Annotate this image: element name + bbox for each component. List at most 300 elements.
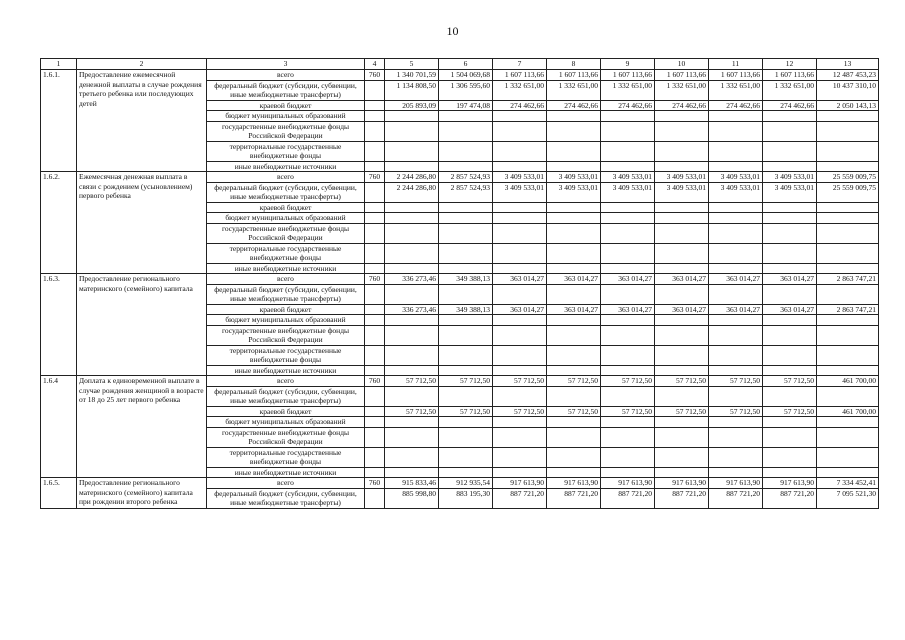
year-value: 363 014,27: [547, 304, 601, 315]
line-code: [365, 223, 385, 243]
year-value: 1 332 651,00: [709, 80, 763, 100]
year-value: 1 607 113,66: [655, 70, 709, 81]
year-value: 363 014,27: [655, 274, 709, 285]
year-value: 1 332 651,00: [763, 80, 817, 100]
year-value: [493, 141, 547, 161]
funding-source: территориальные государственные внебюджетные фонды: [207, 345, 365, 365]
year-value: [547, 447, 601, 467]
funding-source: иные внебюджетные источники: [207, 161, 365, 172]
year-value: 1 607 113,66: [709, 70, 763, 81]
year-value: [493, 427, 547, 447]
year-value: [493, 263, 547, 274]
line-code: 760: [365, 172, 385, 183]
line-code: [365, 243, 385, 263]
year-value: 363 014,27: [601, 274, 655, 285]
year-value: [547, 263, 601, 274]
year-value: 1 332 651,00: [547, 80, 601, 100]
line-code: [365, 406, 385, 417]
total-value: [817, 325, 879, 345]
year-value: [547, 427, 601, 447]
year-value: 887 721,20: [493, 488, 547, 508]
year-value: [655, 386, 709, 406]
year-value: [385, 161, 439, 172]
year-value: [493, 202, 547, 213]
year-value: 887 721,20: [763, 488, 817, 508]
funding-source: краевой бюджет: [207, 202, 365, 213]
year-value: [601, 467, 655, 478]
year-value: 57 712,50: [655, 376, 709, 387]
year-value: [385, 447, 439, 467]
funding-source: краевой бюджет: [207, 406, 365, 417]
year-value: [493, 223, 547, 243]
item-name: Ежемесячная денежная выплата в связи с рождением (усыновлением) первого ребенка: [77, 172, 207, 274]
year-value: 887 721,20: [547, 488, 601, 508]
year-value: 2 244 286,80: [385, 182, 439, 202]
year-value: 3 409 533,01: [655, 182, 709, 202]
line-code: [365, 284, 385, 304]
year-value: [385, 386, 439, 406]
year-value: 1 607 113,66: [493, 70, 547, 81]
year-value: 3 409 533,01: [493, 172, 547, 183]
line-code: [365, 325, 385, 345]
funding-source: иные внебюджетные источники: [207, 263, 365, 274]
year-value: [655, 467, 709, 478]
year-value: [655, 263, 709, 274]
total-value: [817, 243, 879, 263]
year-value: [547, 121, 601, 141]
total-value: 461 700,00: [817, 376, 879, 387]
year-value: [547, 417, 601, 428]
year-value: 363 014,27: [493, 274, 547, 285]
year-value: [655, 345, 709, 365]
year-value: [601, 202, 655, 213]
year-value: 1 332 651,00: [655, 80, 709, 100]
year-value: 363 014,27: [763, 274, 817, 285]
year-value: [547, 213, 601, 224]
funding-source: федеральный бюджет (субсидии, субвенции, иные межбюджетные трансферты): [207, 182, 365, 202]
year-value: [547, 243, 601, 263]
year-value: [493, 213, 547, 224]
year-value: [439, 417, 493, 428]
year-value: 363 014,27: [709, 304, 763, 315]
year-value: [763, 467, 817, 478]
header-cell: 1: [41, 59, 77, 70]
year-value: [655, 284, 709, 304]
page-number: 10: [446, 24, 459, 38]
total-value: 25 559 009,75: [817, 182, 879, 202]
year-value: [655, 243, 709, 263]
year-value: 363 014,27: [655, 304, 709, 315]
year-value: [709, 365, 763, 376]
year-value: [709, 141, 763, 161]
year-value: 57 712,50: [385, 376, 439, 387]
year-value: 887 721,20: [655, 488, 709, 508]
funding-source: всего: [207, 478, 365, 489]
year-value: 917 613,90: [493, 478, 547, 489]
total-value: 2 863 747,21: [817, 274, 879, 285]
line-code: [365, 304, 385, 315]
year-value: [709, 427, 763, 447]
year-value: 917 613,90: [601, 478, 655, 489]
year-value: 197 474,08: [439, 100, 493, 111]
year-value: [655, 111, 709, 122]
year-value: [763, 223, 817, 243]
year-value: 915 833,46: [385, 478, 439, 489]
header-cell: 9: [601, 59, 655, 70]
item-code: 1.6.3.: [41, 274, 77, 376]
year-value: [601, 447, 655, 467]
year-value: [763, 417, 817, 428]
year-value: [763, 315, 817, 326]
year-value: [385, 315, 439, 326]
year-value: [601, 427, 655, 447]
funding-source: всего: [207, 70, 365, 81]
year-value: [385, 223, 439, 243]
year-value: 57 712,50: [385, 406, 439, 417]
year-value: [493, 417, 547, 428]
year-value: [385, 417, 439, 428]
item-code: 1.6.1.: [41, 70, 77, 172]
year-value: [709, 345, 763, 365]
year-value: [439, 447, 493, 467]
year-value: [547, 315, 601, 326]
year-value: [655, 223, 709, 243]
funding-source: государственные внебюджетные фонды Российской Федерации: [207, 427, 365, 447]
header-cell: 10: [655, 59, 709, 70]
year-value: 3 409 533,01: [601, 172, 655, 183]
year-value: 912 935,54: [439, 478, 493, 489]
header-row: [41, 59, 879, 70]
year-value: [709, 467, 763, 478]
year-value: [385, 284, 439, 304]
year-value: [547, 345, 601, 365]
year-value: [601, 223, 655, 243]
year-value: [547, 202, 601, 213]
item-name: Предоставление регионального материнского (семейного) капитала: [77, 274, 207, 376]
year-value: [439, 284, 493, 304]
year-value: [493, 243, 547, 263]
year-value: [385, 467, 439, 478]
line-code: [365, 213, 385, 224]
item-code: 1.6.4: [41, 376, 77, 478]
line-code: [365, 100, 385, 111]
year-value: [763, 365, 817, 376]
total-value: 10 437 310,10: [817, 80, 879, 100]
year-value: [547, 467, 601, 478]
funding-source: федеральный бюджет (субсидии, субвенции, иные межбюджетные трансферты): [207, 80, 365, 100]
year-value: [601, 325, 655, 345]
total-value: [817, 365, 879, 376]
year-value: [547, 141, 601, 161]
year-value: 917 613,90: [547, 478, 601, 489]
year-value: [385, 202, 439, 213]
year-value: [547, 386, 601, 406]
line-code: [365, 141, 385, 161]
total-value: [817, 417, 879, 428]
year-value: 274 462,66: [709, 100, 763, 111]
line-code: [365, 182, 385, 202]
item-name: Предоставление ежемесячной денежной выплаты в случае рождения третьего ребенка или последующих детей: [77, 70, 207, 172]
budget-table: [40, 58, 879, 509]
year-value: 1 332 651,00: [493, 80, 547, 100]
year-value: [439, 121, 493, 141]
year-value: [547, 161, 601, 172]
line-code: [365, 202, 385, 213]
year-value: [763, 213, 817, 224]
year-value: 336 273,46: [385, 304, 439, 315]
item-name: Доплата к единовременной выплате в случае рождения женщиной в возрасте от 18 до 25 лет первого ребенка: [77, 376, 207, 478]
year-value: [709, 263, 763, 274]
line-code: [365, 417, 385, 428]
year-value: [493, 111, 547, 122]
year-value: [439, 243, 493, 263]
funding-source: федеральный бюджет (субсидии, субвенции, иные межбюджетные трансферты): [207, 386, 365, 406]
funding-source: территориальные государственные внебюджетные фонды: [207, 447, 365, 467]
year-value: 57 712,50: [439, 376, 493, 387]
year-value: 57 712,50: [709, 406, 763, 417]
year-value: 917 613,90: [655, 478, 709, 489]
line-code: [365, 161, 385, 172]
year-value: 274 462,66: [493, 100, 547, 111]
year-value: 887 721,20: [709, 488, 763, 508]
year-value: 3 409 533,01: [547, 182, 601, 202]
year-value: [709, 417, 763, 428]
year-value: 349 388,13: [439, 274, 493, 285]
funding-source: иные внебюджетные источники: [207, 467, 365, 478]
year-value: [763, 202, 817, 213]
year-value: [709, 202, 763, 213]
year-value: 57 712,50: [763, 376, 817, 387]
funding-source: краевой бюджет: [207, 304, 365, 315]
year-value: [763, 284, 817, 304]
year-value: 1 332 651,00: [601, 80, 655, 100]
funding-source: бюджет муниципальных образований: [207, 417, 365, 428]
year-value: [547, 223, 601, 243]
line-code: [365, 345, 385, 365]
line-code: [365, 467, 385, 478]
total-value: [817, 467, 879, 478]
year-value: [439, 161, 493, 172]
year-value: [655, 213, 709, 224]
header-cell: 5: [385, 59, 439, 70]
year-value: [655, 315, 709, 326]
year-value: [655, 365, 709, 376]
total-value: [817, 141, 879, 161]
year-value: 57 712,50: [763, 406, 817, 417]
year-value: 887 721,20: [601, 488, 655, 508]
header-cell: 13: [817, 59, 879, 70]
total-value: 2 050 143,13: [817, 100, 879, 111]
year-value: [439, 365, 493, 376]
year-value: [763, 141, 817, 161]
header-cell: 11: [709, 59, 763, 70]
funding-source: иные внебюджетные источники: [207, 365, 365, 376]
year-value: 1 134 808,50: [385, 80, 439, 100]
header-cell: 8: [547, 59, 601, 70]
funding-source: федеральный бюджет (субсидии, субвенции, иные межбюджетные трансферты): [207, 284, 365, 304]
year-value: [763, 325, 817, 345]
year-value: [763, 161, 817, 172]
year-value: [655, 161, 709, 172]
header-cell: 6: [439, 59, 493, 70]
year-value: 885 998,80: [385, 488, 439, 508]
year-value: 3 409 533,01: [547, 172, 601, 183]
year-value: [709, 213, 763, 224]
funding-source: государственные внебюджетные фонды Российской Федерации: [207, 121, 365, 141]
year-value: [385, 427, 439, 447]
year-value: [493, 121, 547, 141]
year-value: 2 244 286,80: [385, 172, 439, 183]
header-cell: 7: [493, 59, 547, 70]
year-value: [493, 284, 547, 304]
year-value: [439, 111, 493, 122]
line-code: [365, 263, 385, 274]
year-value: [493, 386, 547, 406]
line-code: [365, 111, 385, 122]
table-row: [41, 274, 879, 285]
year-value: [385, 111, 439, 122]
year-value: [601, 284, 655, 304]
funding-source: краевой бюджет: [207, 100, 365, 111]
year-value: [547, 284, 601, 304]
year-value: 57 712,50: [547, 376, 601, 387]
year-value: [601, 213, 655, 224]
total-value: [817, 427, 879, 447]
funding-source: всего: [207, 376, 365, 387]
total-value: [817, 284, 879, 304]
table-row: [41, 70, 879, 81]
year-value: 274 462,66: [763, 100, 817, 111]
year-value: 917 613,90: [763, 478, 817, 489]
year-value: [601, 161, 655, 172]
year-value: [655, 325, 709, 345]
year-value: 3 409 533,01: [655, 172, 709, 183]
header-cell: 12: [763, 59, 817, 70]
line-code: [365, 80, 385, 100]
year-value: [601, 111, 655, 122]
year-value: [601, 121, 655, 141]
year-value: [655, 427, 709, 447]
year-value: [601, 365, 655, 376]
year-value: [439, 467, 493, 478]
year-value: [385, 213, 439, 224]
funding-source: бюджет муниципальных образований: [207, 315, 365, 326]
year-value: [763, 386, 817, 406]
year-value: [763, 427, 817, 447]
funding-source: государственные внебюджетные фонды Российской Федерации: [207, 223, 365, 243]
total-value: 7 095 521,30: [817, 488, 879, 508]
year-value: [709, 315, 763, 326]
year-value: 274 462,66: [547, 100, 601, 111]
year-value: [709, 121, 763, 141]
year-value: 363 014,27: [763, 304, 817, 315]
year-value: 57 712,50: [709, 376, 763, 387]
year-value: [601, 263, 655, 274]
total-value: [817, 111, 879, 122]
year-value: 205 893,09: [385, 100, 439, 111]
year-value: 57 712,50: [493, 376, 547, 387]
year-value: [709, 111, 763, 122]
year-value: 363 014,27: [493, 304, 547, 315]
year-value: [709, 161, 763, 172]
year-value: [709, 223, 763, 243]
line-code: [365, 365, 385, 376]
total-value: [817, 121, 879, 141]
year-value: [709, 447, 763, 467]
total-value: [817, 447, 879, 467]
line-code: [365, 447, 385, 467]
year-value: [439, 315, 493, 326]
header-cell: 2: [77, 59, 207, 70]
year-value: [655, 141, 709, 161]
line-code: 760: [365, 376, 385, 387]
line-code: [365, 315, 385, 326]
year-value: [655, 447, 709, 467]
funding-source: всего: [207, 274, 365, 285]
year-value: 336 273,46: [385, 274, 439, 285]
year-value: [439, 386, 493, 406]
year-value: [493, 161, 547, 172]
table-row: [41, 172, 879, 183]
line-code: [365, 488, 385, 508]
total-value: [817, 315, 879, 326]
year-value: [385, 345, 439, 365]
line-code: [365, 427, 385, 447]
line-code: [365, 386, 385, 406]
year-value: 1 607 113,66: [763, 70, 817, 81]
header-cell: 3: [207, 59, 365, 70]
line-code: 760: [365, 274, 385, 285]
year-value: [385, 365, 439, 376]
year-value: [493, 325, 547, 345]
year-value: [709, 243, 763, 263]
year-value: [385, 243, 439, 263]
year-value: 3 409 533,01: [709, 182, 763, 202]
year-value: [493, 447, 547, 467]
year-value: 363 014,27: [601, 304, 655, 315]
item-code: 1.6.2.: [41, 172, 77, 274]
year-value: [439, 213, 493, 224]
total-value: 2 863 747,21: [817, 304, 879, 315]
total-value: [817, 386, 879, 406]
year-value: [655, 121, 709, 141]
year-value: [493, 365, 547, 376]
year-value: 57 712,50: [439, 406, 493, 417]
year-value: 274 462,66: [655, 100, 709, 111]
item-name: Предоставление регионального материнского (семейного) капитала при рождении второго ребенка: [77, 478, 207, 509]
year-value: 917 613,90: [709, 478, 763, 489]
total-value: 12 487 453,23: [817, 70, 879, 81]
year-value: [493, 467, 547, 478]
line-code: 760: [365, 70, 385, 81]
year-value: [439, 202, 493, 213]
year-value: 349 388,13: [439, 304, 493, 315]
year-value: [439, 141, 493, 161]
item-code: 1.6.5.: [41, 478, 77, 509]
year-value: 3 409 533,01: [493, 182, 547, 202]
year-value: 57 712,50: [655, 406, 709, 417]
year-value: 1 306 595,60: [439, 80, 493, 100]
line-code: [365, 121, 385, 141]
year-value: [709, 284, 763, 304]
total-value: [817, 161, 879, 172]
year-value: [709, 386, 763, 406]
year-value: [439, 223, 493, 243]
year-value: 1 607 113,66: [601, 70, 655, 81]
total-value: 25 559 009,75: [817, 172, 879, 183]
year-value: 57 712,50: [601, 406, 655, 417]
year-value: 1 607 113,66: [547, 70, 601, 81]
